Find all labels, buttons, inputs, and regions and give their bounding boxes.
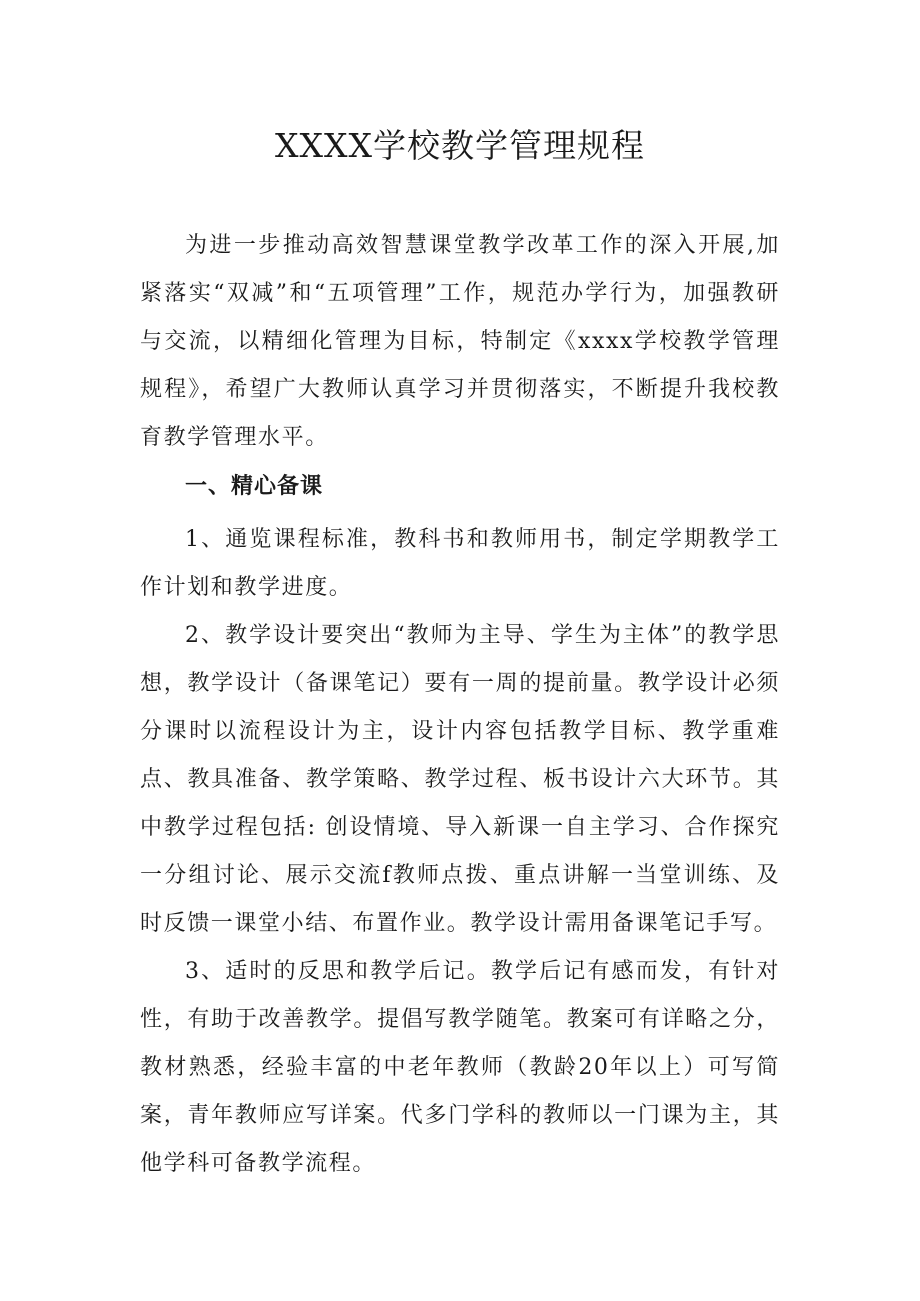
intro-paragraph: 为进一步推动高效智慧课堂教学改革工作的深入开展,加紧落实“双减”和“五项管理”工作，规范办学行为，加强教研与交流，以精细化管理为目标，特制定《xxxx学校教学管理规程》，希望广大教师认真学习并贯彻落实，不断提升我校教育教学管理水平。 — [140, 233, 780, 450]
document-title: XXXX学校教学管理规程 — [275, 126, 645, 165]
list-item: 2、教学设计要突出“教师为主导、学生为主体”的教学思想，教学设计（备课笔记）要有一周的提前量。教学设计必须分课时以流程设计为主，设计内容包括教学目标、教学重难点、教具准备、教学策略、教学过程、板书设计六大环节。其中教学过程包括: 创设情境、导入新课一自主学习、合作探究一分组讨论、展示交流f教师点拨、重点讲解一当堂训练、及时反馈一课堂小结、布置作业。教学设计需用备课笔记手写。 — [140, 623, 780, 936]
list-item: 3、适时的反思和教学后记。教学后记有感而发，有针对性，有助于改善教学。提倡写教学随笔。教案可有详略之分，教材熟悉，经验丰富的中老年教师（教龄20年以上）可写简案，青年教师应写详案。代多门学科的教师以一门课为主，其他学科可备教学流程。 — [140, 959, 780, 1176]
list-item: 1、通览课程标准，教科书和教师用书，制定学期教学工作计划和教学进度。 — [140, 527, 780, 600]
section-heading: 一、精心备课 — [185, 474, 324, 499]
document-body — [140, 222, 780, 1188]
